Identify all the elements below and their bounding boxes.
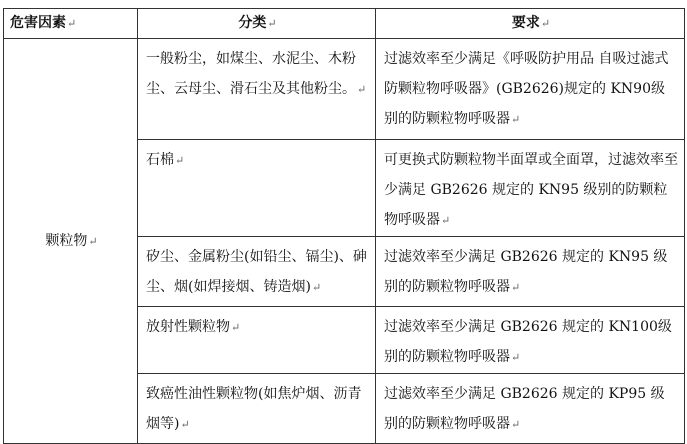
header-hazard: 危害因素↵ (4, 9, 138, 39)
requirement-cell: 过滤效率至少满足 GB2626 规定的 KP95 级别的防颗粒物呼吸器↵ (376, 374, 685, 444)
header-category: 分类↵ (138, 9, 376, 39)
requirement-cell: 过滤效率至少满足 GB2626 规定的 KN100级别的防颗粒物呼吸器↵ (376, 307, 685, 374)
requirement-cell: 过滤效率至少满足《呼吸防护用品 自吸过滤式防颗粒物呼吸器》(GB2626)规定的 KN90级别的防颗粒物呼吸器↵ (376, 39, 685, 140)
hazard-requirements-table (3, 8, 685, 444)
header-requirement: 要求↵ (376, 9, 685, 39)
category-cell: 矽尘、金属粉尘(如铅尘、镉尘)、砷尘、烟(如焊接烟、铸造烟)↵ (138, 237, 376, 307)
table-row (4, 39, 685, 140)
category-cell: 致癌性油性颗粒物(如焦炉烟、沥青烟等)↵ (138, 374, 376, 444)
category-cell: 放射性颗粒物↵ (138, 307, 376, 374)
hazard-cell: 颗粒物↵ (4, 39, 138, 444)
table-header-row (4, 9, 685, 39)
category-cell: 石棉↵ (138, 140, 376, 237)
category-cell: 一般粉尘，如煤尘、水泥尘、木粉尘、云母尘、滑石尘及其他粉尘。↵ (138, 39, 376, 140)
requirement-cell: 过滤效率至少满足 GB2626 规定的 KN95 级别的防颗粒物呼吸器↵ (376, 237, 685, 307)
requirement-cell: 可更换式防颗粒物半面罩或全面罩，过滤效率至少满足 GB2626 规定的 KN95 级别的防颗粒物呼吸器↵ (376, 140, 685, 237)
